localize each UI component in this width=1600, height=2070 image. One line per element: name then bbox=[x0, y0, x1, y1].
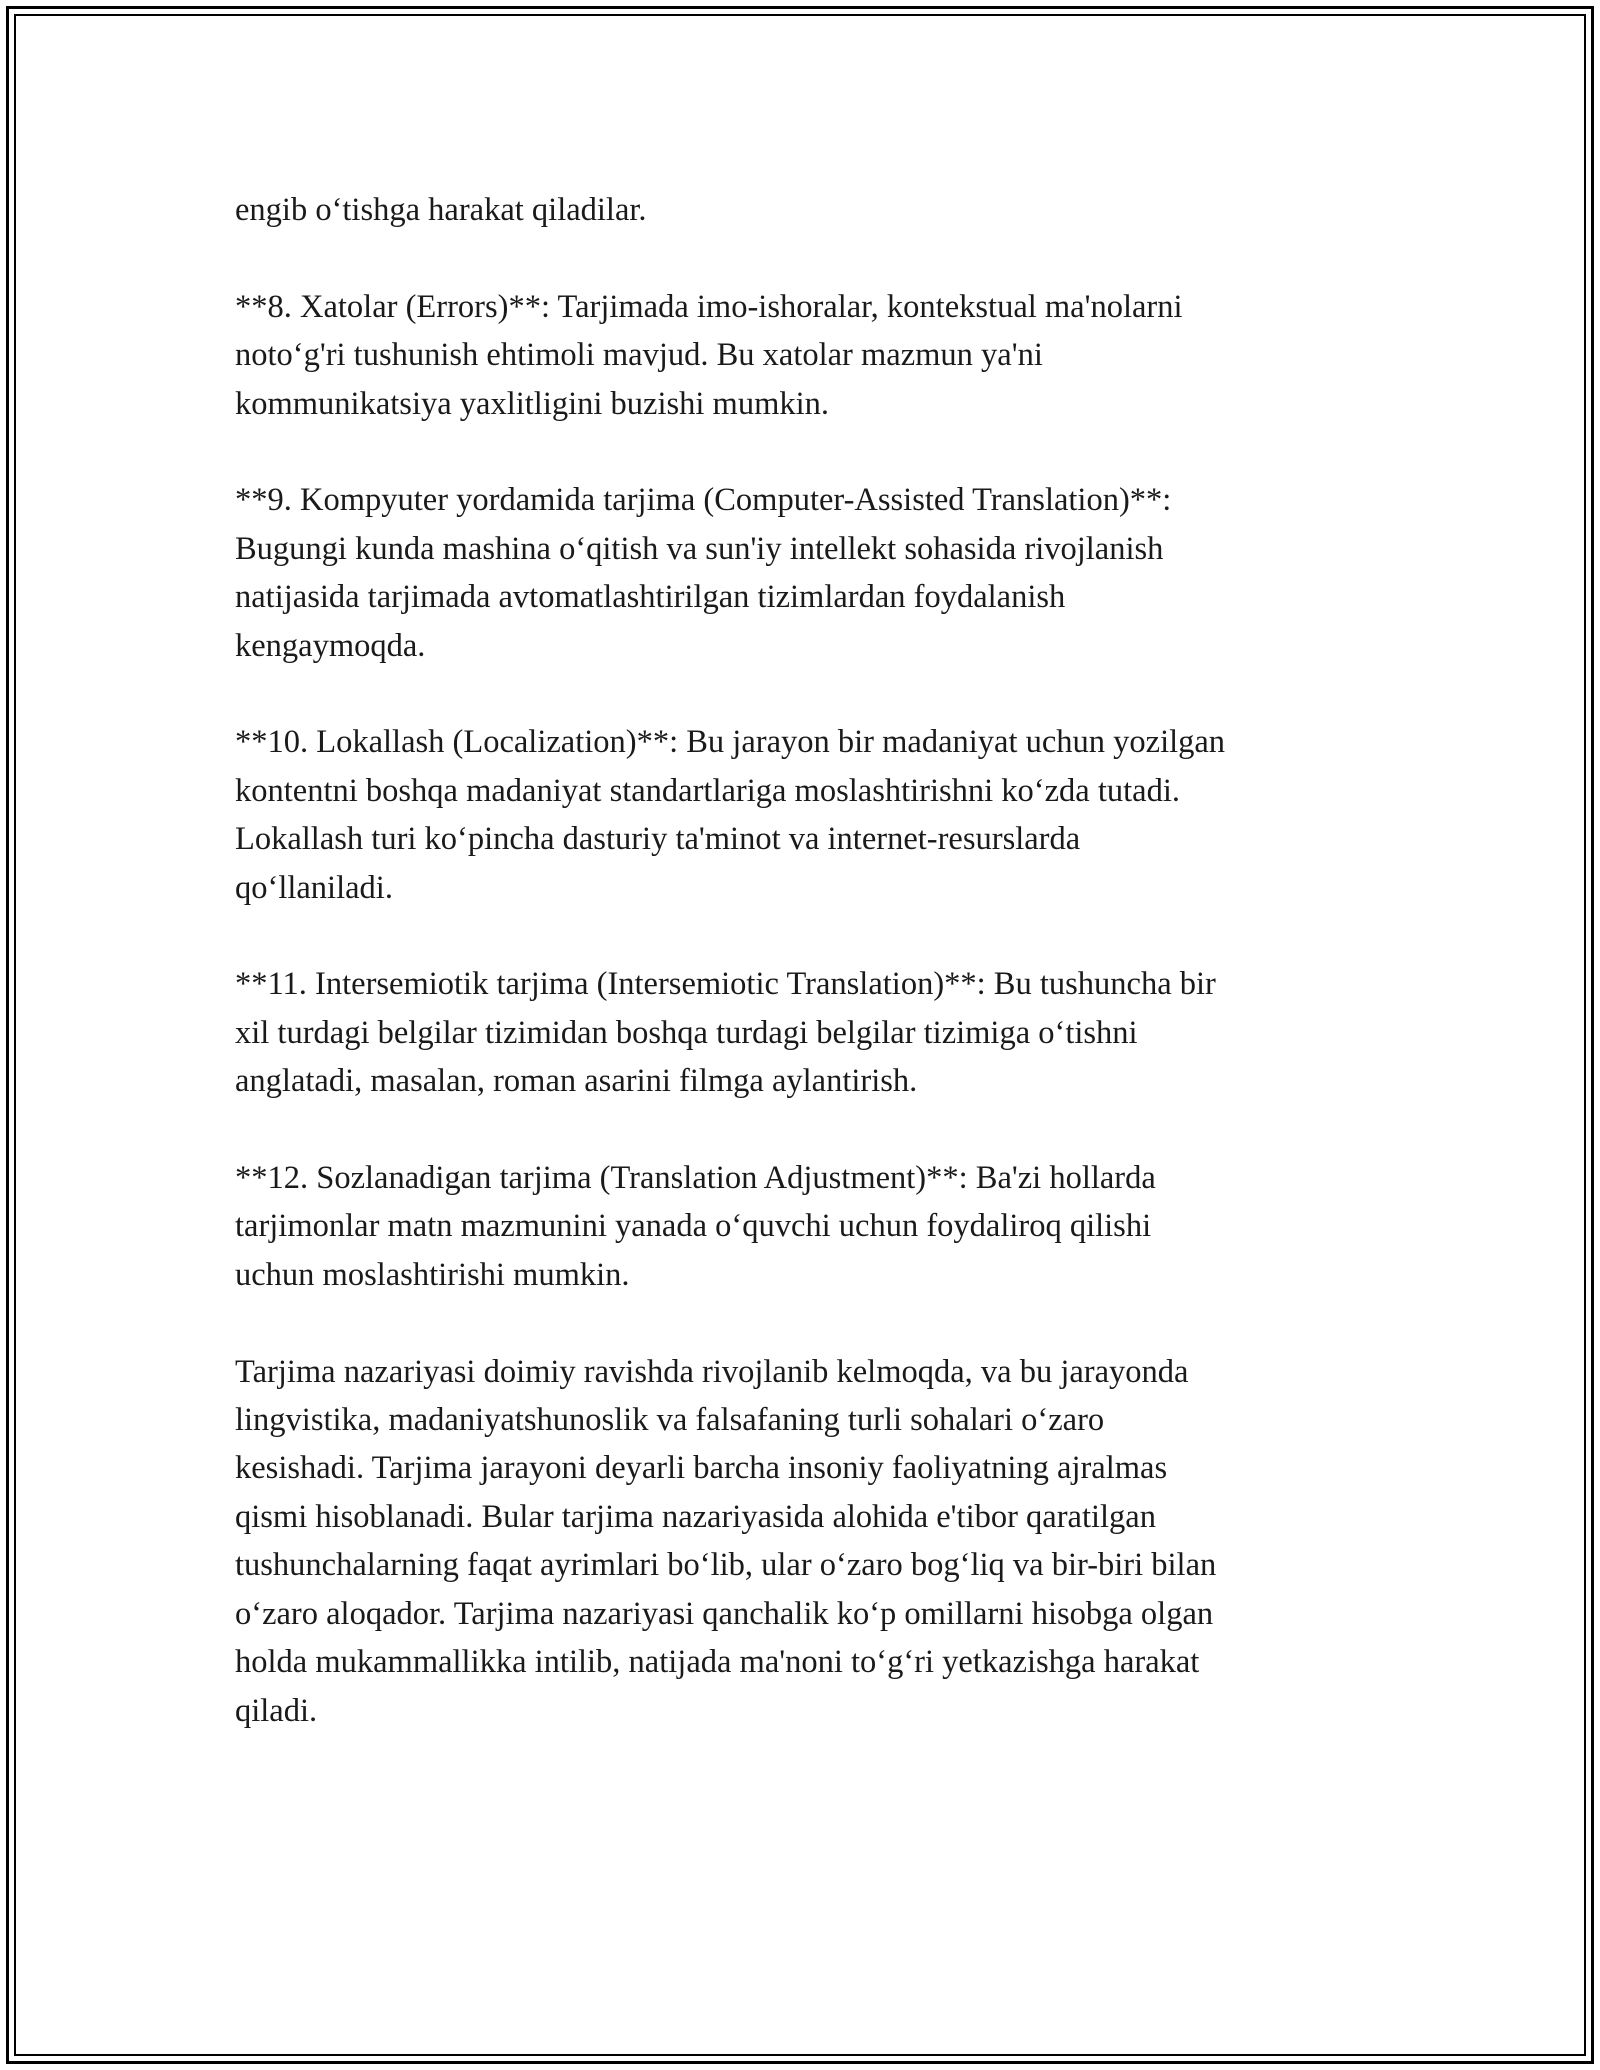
paragraph-item-10-localization: **10. Lokallash (Localization)**: Bu jarayon bir madaniyat uchun yozilgan kontentni boshqa madaniyat standartlariga moslashtirishni ko‘zda tutadi. Lokallash turi ko‘pincha dasturiy ta'minot va internet-resurslarda qo‘llaniladi. bbox=[235, 724, 1226, 906]
paragraph-item-12-adjustment: **12. Sozlanadigan tarjima (Translation Adjustment)**: Ba'zi hollarda tarjimonlar matn mazmunini yanada o‘quvchi uchun foydaliroq qilishi uchun moslashtirishi mumkin. bbox=[235, 1160, 1156, 1293]
paragraph-item-9-cat: **9. Kompyuter yordamida tarjima (Computer-Assisted Translation)**: Bugungi kunda mashina o‘qitish va sun'iy intellekt sohasida rivojlanish natijasida tarjimada avtomatlashtirilgan tizimlardan foydalanish kengaymoqda. bbox=[235, 482, 1172, 664]
paragraph-item-8-errors: **8. Xatolar (Errors)**: Tarjimada imo-ishoralar, kontekstual ma'nolarni noto‘g'ri tushunish ehtimoli mavjud. Bu xatolar mazmun ya'ni kommunikatsiya yaxlitligini buzishi mumkin. bbox=[235, 288, 1183, 422]
paragraph-item-11-intersemiotic: **11. Intersemiotik tarjima (Intersemiotic Translation)**: Bu tushuncha bir xil turdagi belgilar tizimidan boshqa turdagi belgilar tizimiga o‘tishni anglatadi, masalan, roman asarini filmga aylantirish. bbox=[235, 966, 1216, 1100]
document-body bbox=[235, 186, 1365, 1783]
paragraph-continuation: engib o‘tishga harakat qiladilar. bbox=[235, 192, 647, 228]
paragraph-conclusion: Tarjima nazariyasi doimiy ravishda rivojlanib kelmoqda, va bu jarayonda lingvistika, madaniyatshunoslik va falsafaning turli sohalari o‘zaro kesishadi. Tarjima jarayoni deyarli barcha insoniy faoliyatning ajralmas qismi hisoblanadi. Bular tarjima nazariyasida alohida e'tibor qaratilgan tushunchalarning faqat ayrimlari bo‘lib, ular o‘zaro bog‘liq va bir-biri bilan o‘zaro aloqador. Tarjima nazariyasi qanchalik ko‘p omillarni hisobga olgan holda mukammallikka intilib, natijada ma'noni to‘g‘ri yetkazishga harakat qiladi. bbox=[235, 1353, 1217, 1729]
